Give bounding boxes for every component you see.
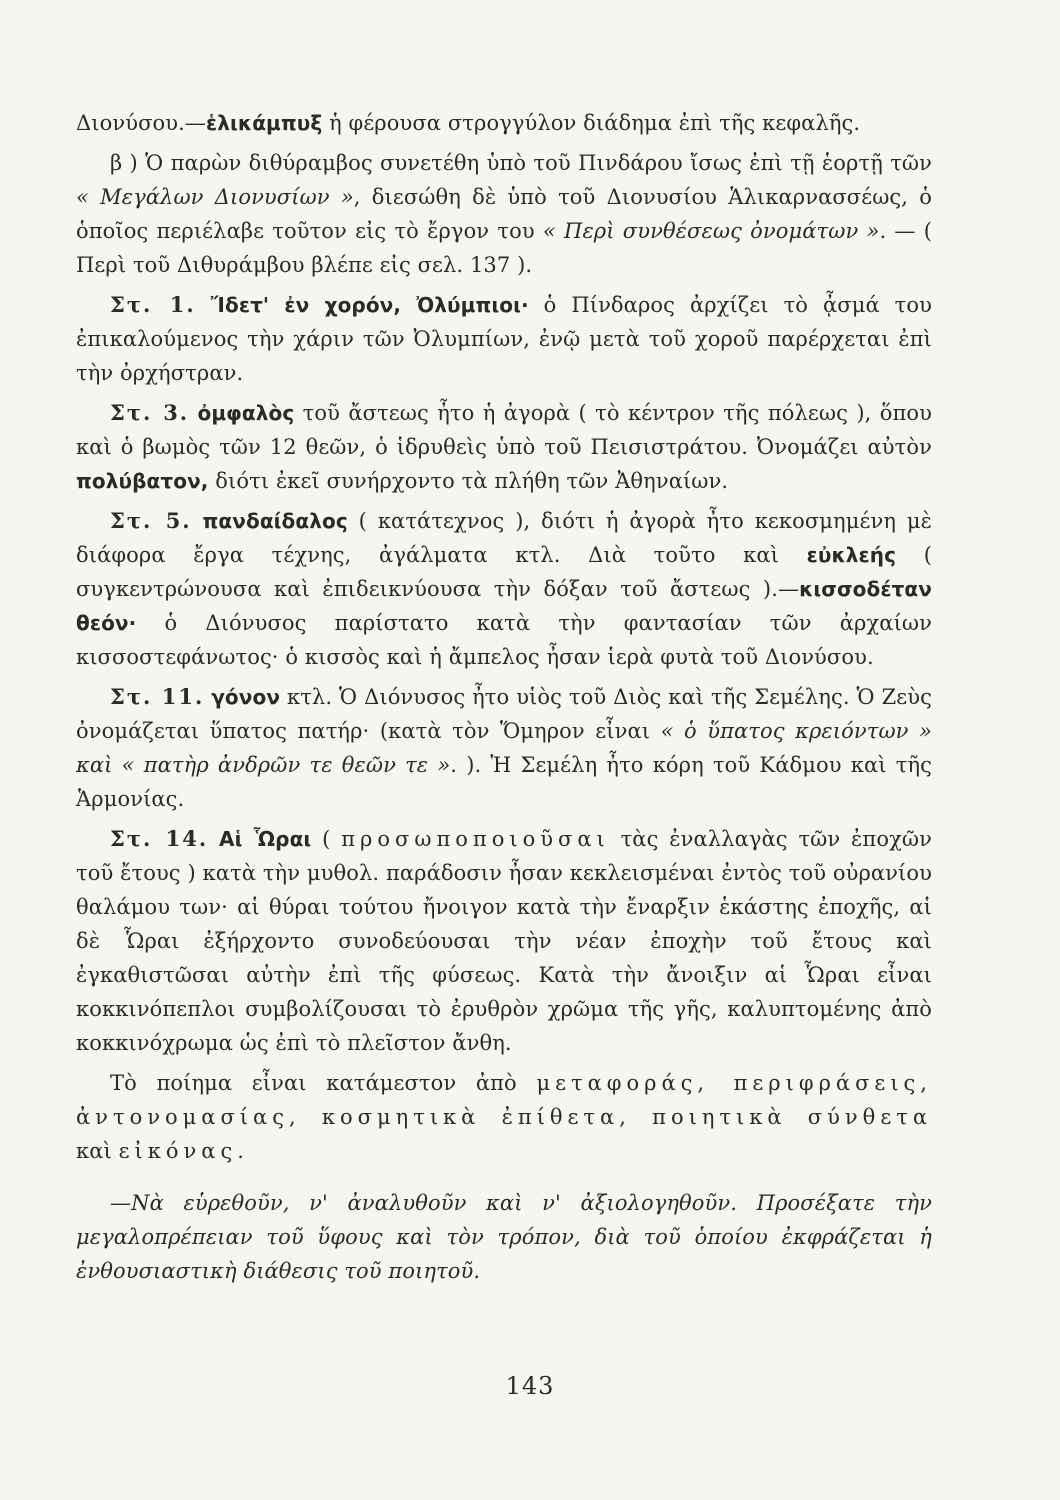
- lemma: ὀμφαλὸς: [197, 401, 295, 425]
- lemma-elikampyx: ἑλικάμπυξ: [206, 111, 323, 135]
- lemma: πανδαίδαλος: [202, 509, 348, 533]
- paragraph-b-intro: β ) Ὁ παρὼν διθύραμβος συνετέθη ὑπὸ τοῦ Πινδάρου ἴσως ἐπὶ τῇ ἑορτῇ τῶν « Μεγάλων Διονυσίων », διεσώθη δὲ ὑπὸ τοῦ Διονυσίου Ἁλικαρνασσέως, ὁ ὁποῖος περιέλαβε τοῦτον εἰς τὸ ἔργον του « Περὶ συνθέσεως ὀνομάτων ». — ( Περὶ τοῦ Διθυράμβου βλέπε εἰς σελ. 137 ).: [76, 151, 933, 277]
- paragraph-figures-of-speech: Τὸ ποίημα εἶναι κατάμεστον ἀπὸ μεταφοράς, περιφράσεις, ἀντονομασίας, κοσμητικὰ ἐπίθετα, ποιητικὰ σύνθετα καὶ εἰκόνας.: [76, 1071, 932, 1163]
- commentary-text: [76, 106, 932, 1288]
- verse-ref: Στ. 5.: [110, 508, 192, 533]
- verse-ref: Στ. 1.: [110, 292, 196, 317]
- verse-ref: Στ. 14.: [110, 826, 209, 851]
- note-verse-5: Στ. 5. πανδαίδαλος ( κατάτεχνος ), διότι ἡ ἀγορὰ ἦτο κεκοσμημένη μὲ διάφορα ἔργα τέχνης, ἀγάλματα κτλ. Διὰ τοῦτο καὶ εὐκλεής ( συγκεντρώνουσα καὶ ἐπιδεικνύουσα τὴν δόξαν τοῦ ἄστεως ).—κισσοδέταν θεόν· ὁ Διόνυσος παρίστατο κατὰ τὴν φαντασίαν τῶν ἀρχαίων κισσοστεφάνωτος· ὁ κισσὸς καὶ ἡ ἄμπελος ἦσαν ἱερὰ φυτὰ τοῦ Διονύσου.: [76, 508, 932, 669]
- lemma: Ἴδετ' ἐν χορόν, Ὀλύμπιοι·: [210, 293, 529, 317]
- lemma: Αἱ Ὧραι: [218, 827, 312, 851]
- verse-ref: Στ. 3.: [110, 400, 190, 425]
- lemma: πολύβατον,: [76, 469, 209, 493]
- note-verse-11: Στ. 11. γόνον κτλ. Ὁ Διόνυσος ἦτο υἱὸς τοῦ Διὸς καὶ τῆς Σεμέλης. Ὁ Ζεὺς ὀνομάζεται ὕπατος πατήρ· (κατὰ τὸν Ὅμηρον εἶναι « ὁ ὕπατος κρειόντων » καὶ « πατὴρ ἀνδρῶν τε θεῶν τε ». ). Ἡ Σεμέλη ἦτο κόρη τοῦ Κάδμου καὶ τῆς Ἁρμονίας.: [76, 684, 932, 811]
- paragraph-dionysus-end: Διονύσου.—ἑλικάμπυξ ἡ φέρουσα στρογγύλον διάδημα ἐπὶ τῆς κεφαλῆς.: [76, 111, 861, 135]
- page-number: 143: [505, 1372, 555, 1400]
- lemma: εὐκλεής: [806, 543, 897, 567]
- note-verse-3: Στ. 3. ὀμφαλὸς τοῦ ἄστεως ἦτο ἡ ἀγορὰ ( τὸ κέντρον τῆς πόλεως ), ὅπου καὶ ὁ βωμὸς τῶν 12 θεῶν, ὁ ἱδρυθεὶς ὑπὸ τοῦ Πεισιστράτου. Ὀνομάζει αὐτὸν πολύβατον, διότι ἐκεῖ συνήρχοντο τὰ πλήθη τῶν Ἀθηναίων.: [76, 400, 933, 493]
- note-verse-1: Στ. 1. Ἴδετ' ἐν χορόν, Ὀλύμπιοι· ὁ Πίνδαρος ἀρχίζει τὸ ᾆσμά του ἐπικαλούμενος τὴν χάριν τῶν Ὀλυμπίων, ἐνῷ μετὰ τοῦ χοροῦ παρέρχεται ἐπὶ τὴν ὀρχήστραν.: [76, 292, 933, 385]
- note-verse-14: Στ. 14. Αἱ Ὧραι ( προσωποποιοῦσαι τὰς ἐναλλαγὰς τῶν ἐποχῶν τοῦ ἔτους ) κατὰ τὴν μυθολ. παράδοσιν ἦσαν κεκλεισμέναι ἐντὸς τοῦ οὐρανίου θαλάμου των· αἱ θύραι τούτου ἤνοιγον κατὰ τὴν ἔναρξιν ἑκάστης ἐποχῆς, αἱ δὲ Ὧραι ἐξήρχοντο συνοδεύουσαι τὴν νέαν ἐποχὴν τοῦ ἔτους καὶ ἐγκαθιστῶσαι αὐτὴν ἐπὶ τῆς φύσεως. Κατὰ τὴν ἄνοιξιν αἱ Ὧραι εἶναι κοκκινόπεπλοι συμβολίζουσαι τὸ ἐρυθρὸν χρῶμα τῆς γῆς, καλυπτομένης ἀπὸ κοκκινόχρωμα ὡς ἐπὶ τὸ πλεῖστον ἄνθη.: [76, 826, 932, 1055]
- paragraph-exercise: —Νὰ εὑρεθοῦν, ν' ἀναλυθοῦν καὶ ν' ἀξιολογηθοῦν. Προσέξατε τὴν μεγαλοπρέπειαν τοῦ ὕφους καὶ τὸν τρόπον, διὰ τοῦ ὁποίου ἐκφράζεται ἡ ἐνθουσιαστικὴ διάθεσις τοῦ ποιητοῦ.: [76, 1191, 932, 1283]
- lemma: γόνον: [211, 685, 281, 709]
- verse-ref: Στ. 11.: [110, 684, 205, 709]
- lemma: κισσοδέταν θεόν·: [76, 577, 932, 635]
